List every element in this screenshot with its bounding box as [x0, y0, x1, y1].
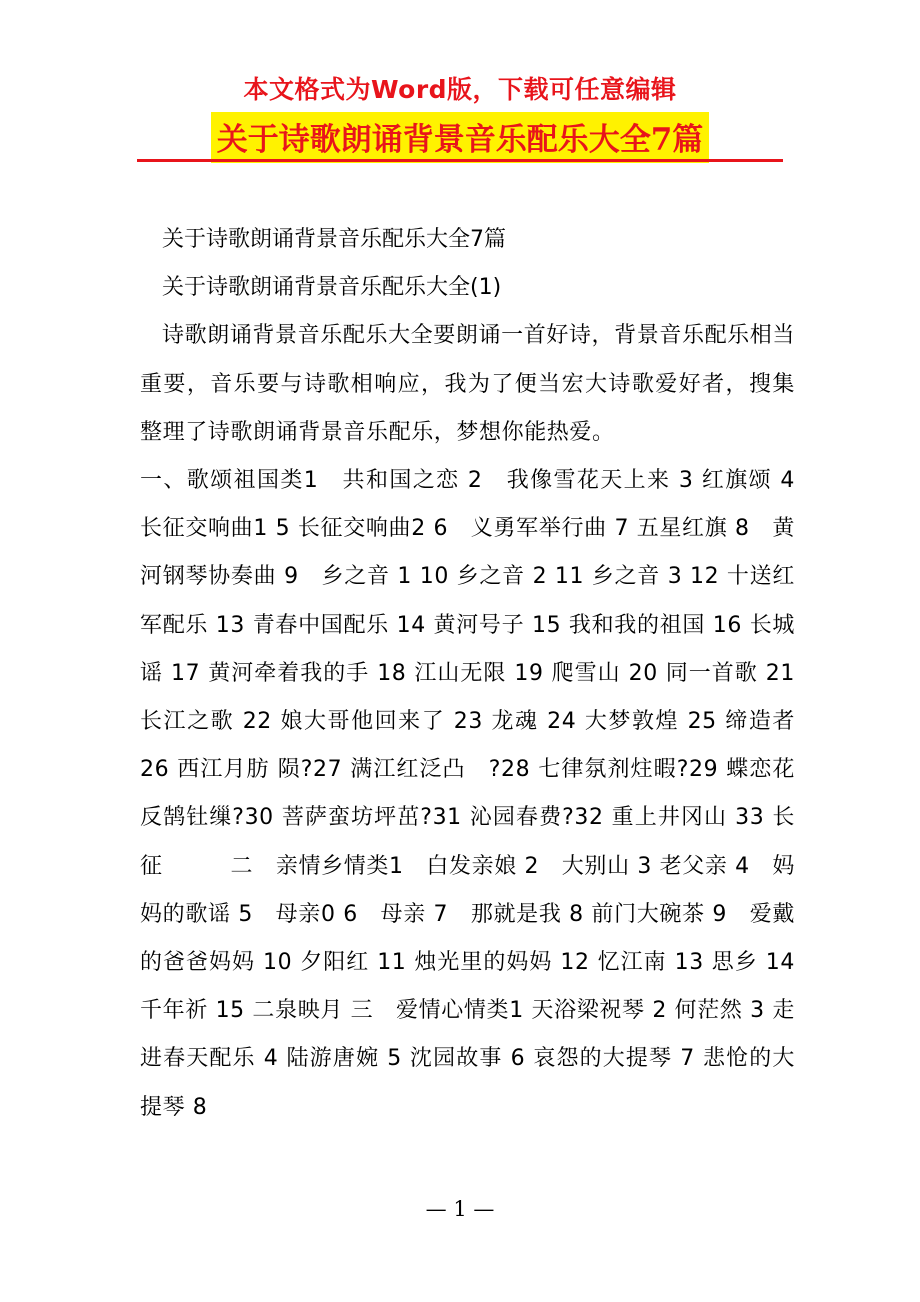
page-number: — 1 —	[425, 1197, 495, 1221]
document-title: 关于诗歌朗诵背景音乐配乐大全7篇	[211, 112, 710, 163]
title-container	[0, 112, 920, 163]
title-underline	[137, 159, 783, 162]
body-heading-line: 关于诗歌朗诵背景音乐配乐大全7篇	[162, 227, 506, 252]
music-list-paragraph: 一、歌颂祖国类1 共和国之恋 2 我像雪花天上来 3 红旗颂 4 长征交响曲1 5 长征交响曲2 6 义勇军举行曲 7 五星红旗 8 黄河钢琴协奏曲 9 乡之音 1 10 乡之音 2 11 乡之音 3 12 十送红军配乐 13 青春中国配乐 14 黄河号子 15 我和我的祖国 16 长城谣 17 黄河牵着我的手 18 江山无限 19 爬雪山 20 同一首歌 21 长江之歌 22 娘大哥他回来了 23 龙魂 24 大梦敦煌 25 缔造者 26 西江月肪 陨?27 满江红泛凸 ?28 七律氛剂炷暇?29 蝶恋花反鹄钍缫?30 菩萨蛮坊坪茁?31 沁园春费?32 重上井冈山 33 长征 二 亲情乡情类1 白发亲娘 2 大别山 3 老父亲 4 妈妈的歌谣 5 母亲0 6 母亲 7 那就是我 8 前门大碗茶 9 爱戴的爸爸妈妈 10 夕阳红 11 烛光里的妈妈 12 忆江南 13 思乡 14 千年祈 15 二泉映月 三 爱情心情类1 天浴梁祝琴 2 何茫然 3 走进春天配乐 4 陆游唐婉 5 沈园故事 6 哀怨的大提琴 7 悲怆的大提琴 8	[140, 468, 818, 1120]
body-subheading-line: 关于诗歌朗诵背景音乐配乐大全(1)	[162, 275, 502, 301]
intro-paragraph: 诗歌朗诵背景音乐配乐大全要朗诵一首好诗，背景音乐配乐相当重要，音乐要与诗歌相响应，我为了便当宏大诗歌爱好者，搜集整理了诗歌朗诵背景音乐配乐，梦想你能热爱。	[140, 323, 795, 445]
document-body	[140, 216, 818, 1132]
format-notice: 本文格式为Word版，下载可任意编辑	[243, 75, 677, 104]
